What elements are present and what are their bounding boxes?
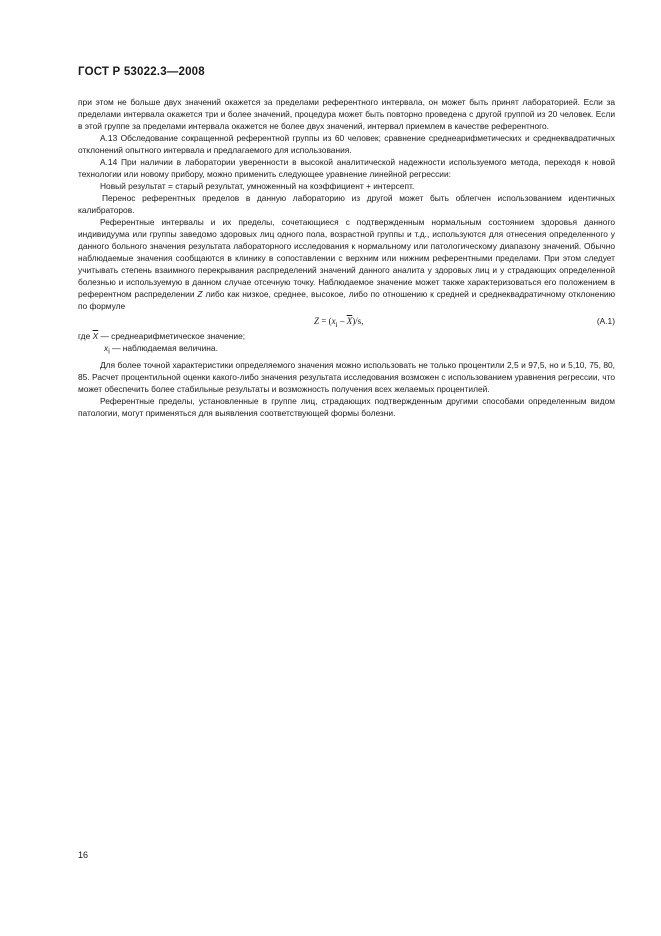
z-symbol: Z (197, 289, 203, 299)
formula-sub-i: i (335, 319, 338, 329)
legend-xbar-symbol: $\overline{X}$ (92, 331, 99, 341)
reference-intervals-text: Референтные интервалы и их пределы, сочетающиеся с подтвержденным нормальным состоянием здоровья данного индивидуума или группы заведомо здоровых лиц одного пола, возрастной группы и т.д., используются для отнесения определенного у данного больного значения результата лабораторного исследования к нормальному или патологическому диапазону значений. Обычно наблюдаемые значения сообщаются в клинику в сопоставлении с верхним или нижним референтными пределами. При этом следует учитывать степень взаимного перекрывания распределений значений данного аналита у здоровых лиц и у страдающих определенной болезнью и используемую в данном случае отсечную точку. Наблюдаемое значение может также характеризоваться его положением в референтном распределении (78, 217, 615, 299)
paragraph-a13: А.13 Обследование сокращенной референтной группы из 60 человек; сравнение среднеарифметических и среднеквадратичных отклонений опытного интервала и предлагаемого для использования. (78, 133, 615, 155)
paragraph-pathology-limits: Референтные пределы, установленные в группе лиц, страдающих подтвержденным другими способами определенным видом патологии, могут применяться для выявления соответствующей формы болезни. (78, 395, 615, 418)
legend-xi (78, 342, 615, 359)
formula-z: Z (314, 316, 320, 326)
paragraph-percentiles: Для более точной характеристики определяемого значения можно использовать не только процентили 2,5 и 97,5, но и 5,10, 75, 80, 85. Расчет процентильной оценки какого-либо значения результата исследования возможен с использованием уравнения регрессии, что может обеспечить более стабильные результаты и возможность получения всех желаемых процентилей. (78, 359, 615, 394)
legend-xbar (78, 330, 615, 342)
formula-row (78, 315, 615, 327)
reference-intervals-text-end: либо как низкое, среднее, высокое, либо по отношению к средней и среднеквадратичному отклонению по формуле (78, 289, 616, 311)
page-number: 16 (78, 850, 89, 860)
document-header: ГОСТ Р 53022.3—2008 (78, 66, 205, 78)
formula-xi: x (331, 316, 336, 326)
body-text (78, 96, 615, 419)
formula-a1 (314, 315, 363, 331)
formula-minus: – (337, 316, 347, 326)
paragraph-regression-equation: Новый результат = старый результат, умноженный на коэффициент + интерсепт. (100, 181, 415, 191)
legend-xi-desc: — наблюдаемая величина. (109, 343, 218, 353)
paragraph-calibrators: Перенос референтных пределов в данную лабораторию из другой может быть облегчен использованием идентичных калибраторов. (78, 193, 615, 215)
paragraph-continuation: при этом не больше двух значений окажется за пределами референтного интервала, он может быть принят лабораторией. Если за пределами интервала окажется три и более значений, процедура может быть повторно проведена с другой группой из 20 человек. Если в этой группе за пределами интервала окажется не более двух значений, интервал приемлем в качестве референтного. (78, 97, 615, 131)
legend-xbar-desc: — среднеарифметическое значение; (98, 331, 246, 341)
legend-xi-symbol: x (104, 343, 109, 353)
formula-xbar: $\overline{X}$ (346, 316, 353, 326)
paragraph-a14: А.14 При наличии в лаборатории уверенности в высокой аналитической надежности используемого метода, переходя к новой технологии или новому прибору, можно применить следующее уравнение линейной регрессии: (78, 157, 615, 179)
legend-where: где (78, 331, 91, 341)
formula-eq: = ( (319, 316, 332, 326)
formula-number: (А.1) (596, 316, 615, 326)
legend-xi-sub: i (108, 348, 110, 356)
formula-tail: )/s, (352, 316, 364, 326)
paragraph-reference-intervals (78, 216, 615, 312)
